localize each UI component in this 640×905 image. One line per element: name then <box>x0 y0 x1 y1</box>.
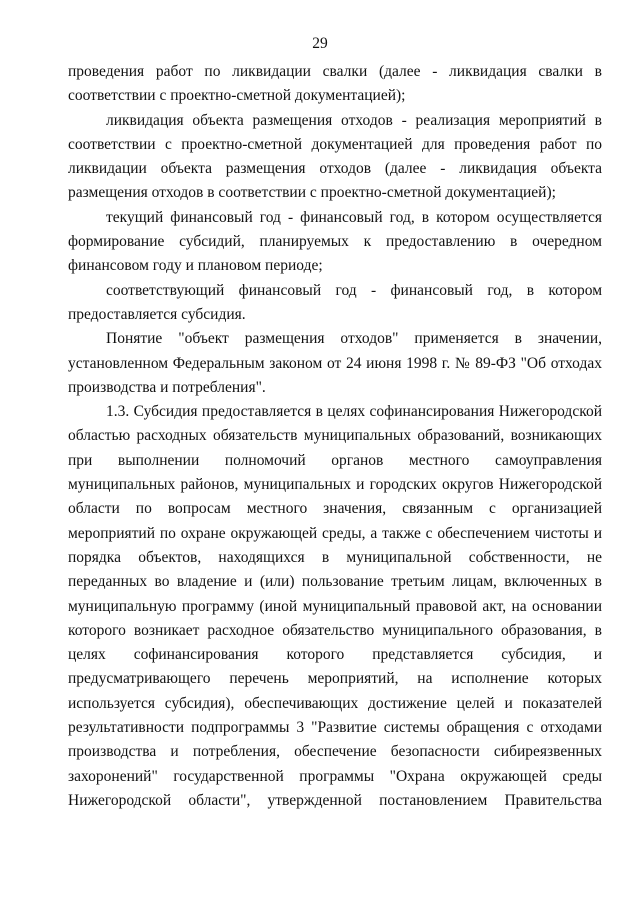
paragraph-waste-facility-definition: Понятие "объект размещения отходов" применяется в значении, установленном Федеральным законом от 24 июня 1998 г. № 89-ФЗ "Об отходах производства и потребления". <box>68 330 602 396</box>
paragraph-1-3-subsidy: 1.3. Субсидия предоставляется в целях софинансирования Нижегородской областью расходных обязательств муниципальных образований, возникающих при выполнении полномочий органов местного самоуправления муниципальных районов, муниципальных и городских округов Нижегородской области по вопросам местного значения, связанным с организацией мероприятий по охране окружающей среды, а также с обеспечением чистоты и порядка объектов, находящихся в муниципальной собственности, не переданных во владение и (или) пользование третьим лицам, включенных в муниципальную программу (иной муниципальный правовой акт, на основании которого возникает расходное обязательство муниципального образования, в целях софинансирования которого представляется субсидия, и предусматривающего перечень мероприятий, на исполнение которых используется субсидия), обеспечивающих достижение целей и показателей результативности подпрограммы 3 "Развитие системы обращения с отходами производства и потребления, обеспечение безопасности сибиреязвенных захоронений" государственной программы "Охрана окружающей среды Нижегородской области", утвержденной постановлением Правительства <box>68 403 602 809</box>
paragraph-corresponding-financial-year: соответствующий финансовый год - финансовый год, в котором предоставляется субсидия. <box>68 281 602 323</box>
page-number: 29 <box>312 35 328 52</box>
paragraph-current-financial-year: текущий финансовый год - финансовый год, в котором осуществляется формирование субсидий, планируемых к предоставлению в очередном финансовом году и плановом периоде; <box>68 208 602 275</box>
paragraph-liquidation-waste-facility: ликвидация объекта размещения отходов - реализация мероприятий в соответствии с проектно-сметной документацией для проведения работ по ликвидации объекта размещения отходов (далее - ликвидация объекта размещения отходов в соответствии с проектно-сметной документацией); <box>68 111 602 202</box>
paragraph-liquidation-landfill: проведения работ по ликвидации свалки (далее - ликвидация свалки в соответствии с проектно-сметной документацией); <box>68 63 602 105</box>
document-body <box>68 60 602 813</box>
